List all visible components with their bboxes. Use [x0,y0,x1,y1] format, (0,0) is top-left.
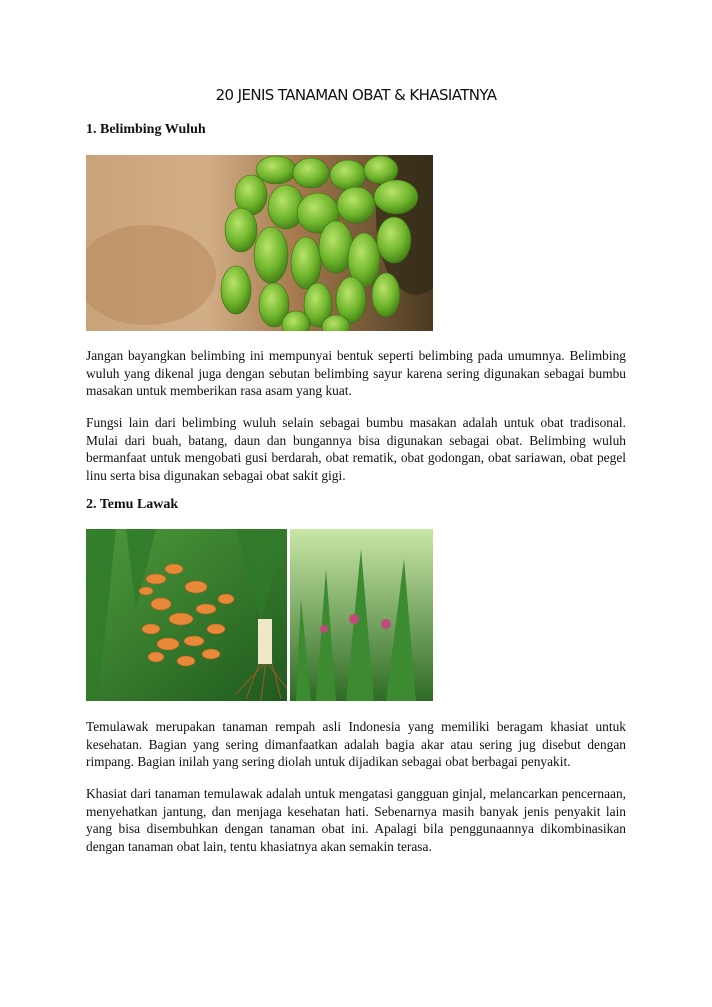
paragraph: Fungsi lain dari belimbing wuluh selain sebagai bumbu masakan adalah untuk obat tradisonal. Mulai dari buah, batang, daun dan bungannya bisa digunakan sebagai obat. Belimbing wuluh bermanfaat untuk mengobati gusi berdarah, obat rematik, obat godongan, obat sariawan, obat pegel linu serta bisa digunakan sebagai obat sakit gigi. [86,415,626,483]
paragraph: Khasiat dari tanaman temulawak adalah untuk mengatasi gangguan ginjal, melancarkan pencernaan, menyehatkan jantung, dan menjaga kesehatan hati. Sebenarnya masih banyak jenis penyakit lain yang bisa disembuhkan dengan tanaman obat ini. Apalagi bila penggunaannya dikombinasikan dengan tanaman obat lain, tentu khasiatnya akan semakin terasa. [86,786,626,854]
belimbing-wuluh-photo [86,155,433,331]
paragraph: Jangan bayangkan belimbing ini mempunyai bentuk seperti belimbing pada umumnya. Belimbing wuluh yang dikenal juga dengan sebutan belimbing sayur karena sering digunakan sebagai bumbu masakan untuk memberikan rasa asam yang kuat. [86,348,626,399]
temu-lawak-photo [86,529,433,701]
section-heading-belimbing-wuluh: 1. Belimbing Wuluh [86,122,206,137]
page-title: 20 JENIS TANAMAN OBAT & KHASIATNYA [215,86,497,104]
section-heading-temu-lawak: 2. Temu Lawak [86,497,179,512]
paragraph: Temulawak merupakan tanaman rempah asli Indonesia yang memiliki beragam khasiat untuk kesehatan. Bagian yang sering dimanfaatkan adalah bagia akar atau sering jug disebut dengan rimpang. Bagian inilah yang sering diolah untuk dijadikan sebagai obat berbagai penyakit. [86,719,626,770]
